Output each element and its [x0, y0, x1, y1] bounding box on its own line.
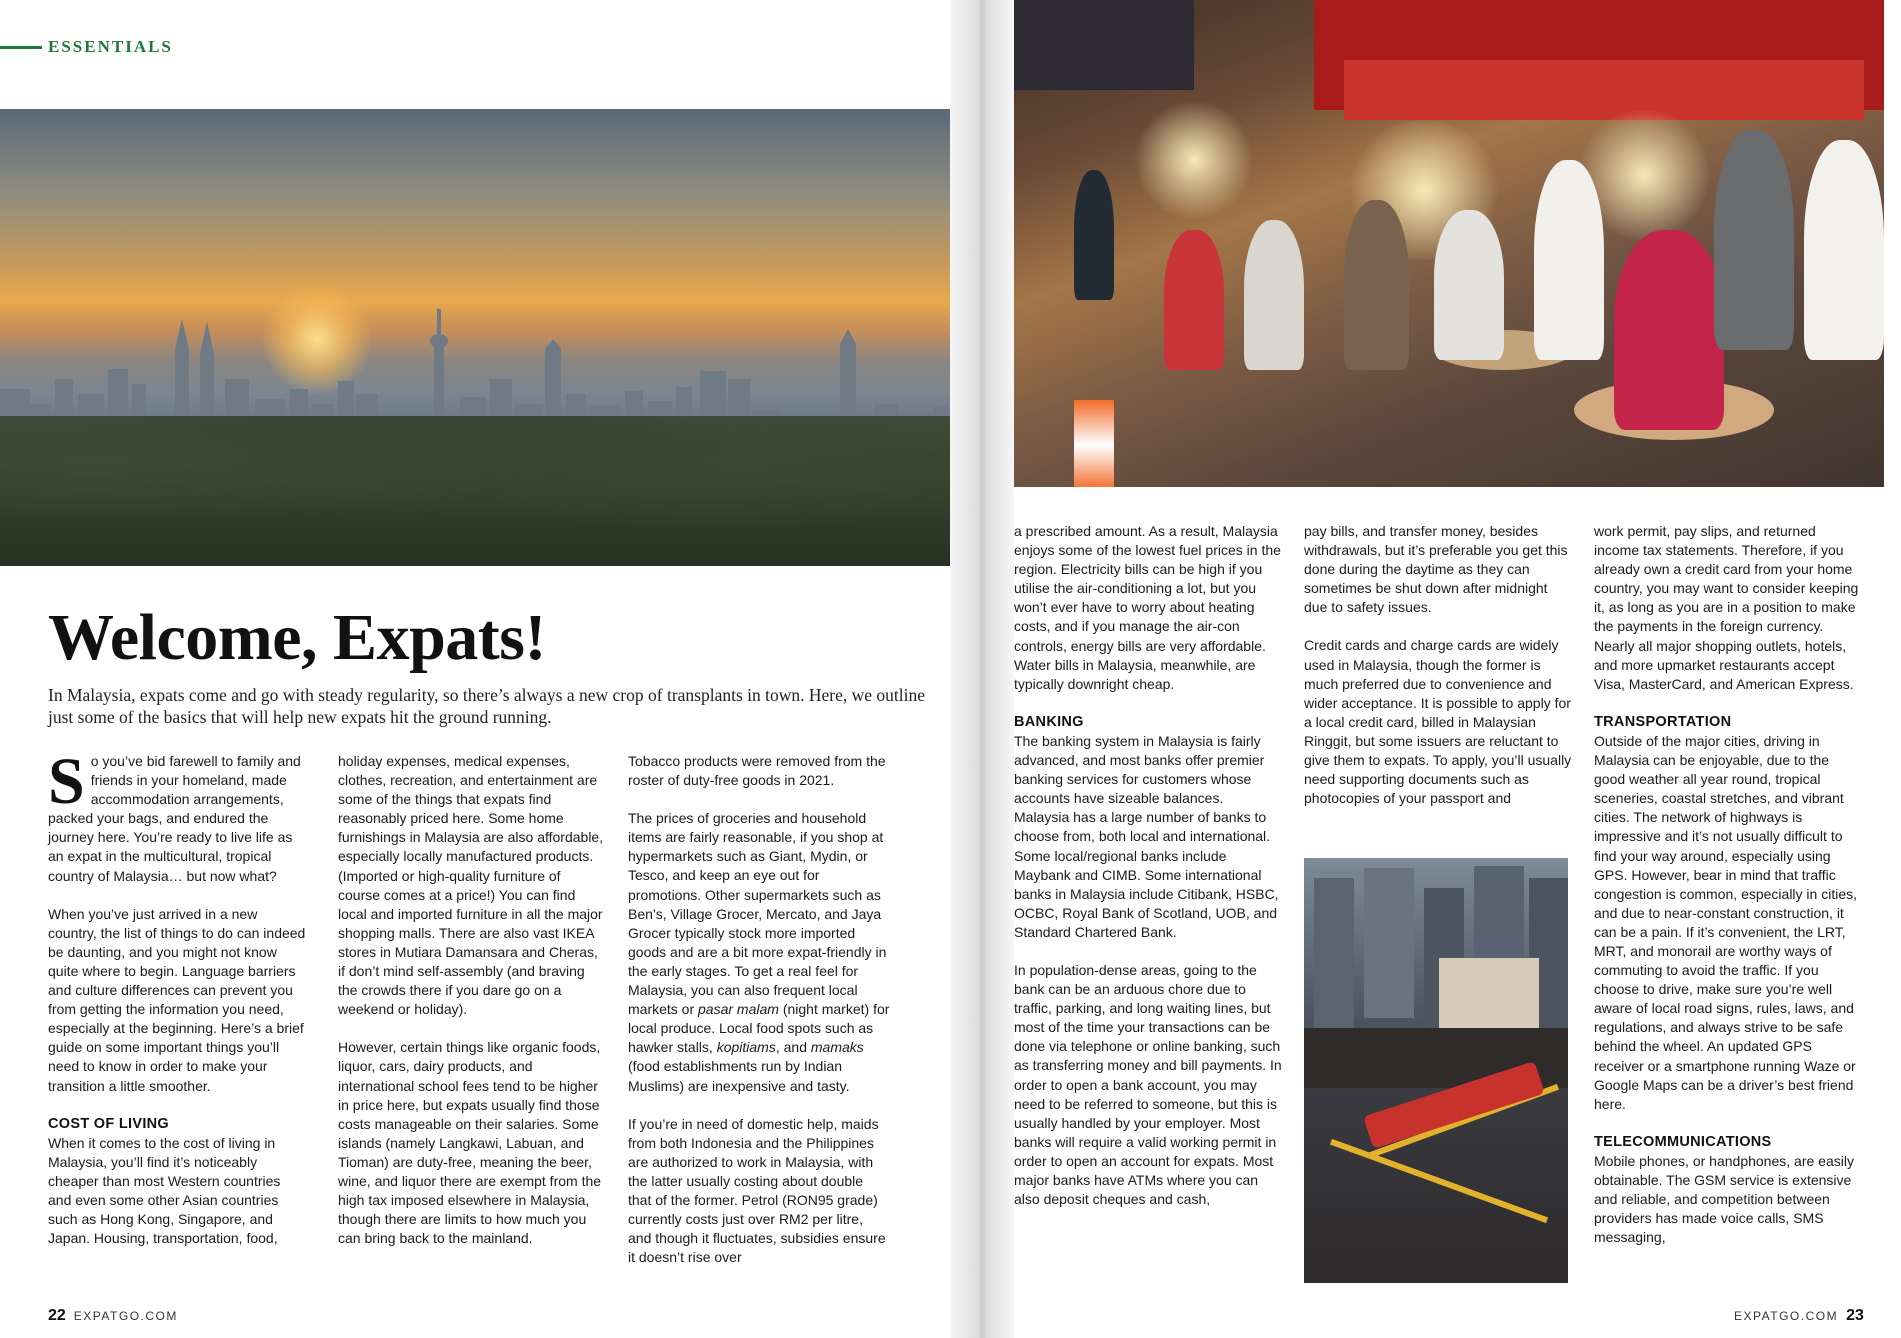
- pedestrian: [1074, 170, 1114, 300]
- paragraph: a prescribed amount. As a result, Malaysia enjoys some of the lowest fuel prices in the region. Electricity bills can be high if you utilise the air-conditioning a lot, but you won’t ever have to worry about heating costs, and if you manage the air-con controls, energy bills are very affordable. Water bills in Malaysia, meanwhile, are typically downright cheap.: [1014, 523, 1281, 692]
- headline: Welcome, Expats!: [48, 601, 546, 674]
- awning: [1014, 0, 1194, 90]
- column-4: [1014, 522, 1282, 1228]
- paragraph: When you’ve just arrived in a new country, the list of things to do can indeed be daunting, and you might not know quite where to begin. Language barriers and culture differences can prevent you from getting the information you need, especially at the beginning. Here’s a brief guide on some important things you’ll need to know in order to make your transition a little smoother.: [48, 905, 306, 1094]
- standfirst: In Malaysia, expats come and go with steady regularity, so there’s always a new crop of transplants in town. Here, we outline just some of the basics that will help new expats hit the ground running.: [48, 685, 926, 727]
- stall-light: [1134, 100, 1254, 220]
- paragraph: o you’ve bid farewell to family and friends in your homeland, made accommodation arrangements, packed your bags, and endured the journey here. You’re ready to live life as an expat in the multicultural, tropical country of Malaysia… but now what?: [48, 753, 301, 884]
- paragraph: In population-dense areas, going to the bank can be an arduous chore due to traffic, parking, and long waiting lines, but most of the time your transactions can be done via telephone or online banking, such as transferring money and bill payments. In order to open a bank account, you may need to be referred to someone, but this is usually handled by your employer. Most banks will require a valid working permit in order to open an account for expats. Most major banks have ATMs where you can also deposit cheques and cash,: [1014, 961, 1282, 1208]
- column-2: [338, 752, 606, 1267]
- night-market-photo: [1014, 0, 1884, 487]
- kuala-lumpur-skyline-photo: [0, 109, 950, 566]
- paragraph: When it comes to the cost of living in Malaysia, you’ll find it’s noticeably cheaper than most Western countries and even some other Asian countries such as Hong Kong, Singapore, and Japan. Housing, transportation, food,: [48, 1134, 281, 1247]
- site-url: EXPATGO.COM: [1734, 1309, 1839, 1323]
- paragraph: If you’re in need of domestic help, maids from both Indonesia and the Philippines are authorized to work in Malaysia, with the latter usually costing about double that of the former. Petrol (RON95 grade) currently costs just over RM2 per litre, and though it fluctuates, subsidies ensure it doesn’t rise over: [628, 1115, 886, 1266]
- paragraph: holiday expenses, medical expenses, clothes, recreation, and entertainment are some of the things that expats find reasonably priced here. Some home furnishings in Malaysia are also affordable, especially locally manufactured products. (Imported or high-quality furniture of course comes at a price!) You can find local and imported furniture in all the major shopping malls. There are also vast IKEA stores in Mutiara Damansara and Cheras, if don’t mind self-assembly (and braving the crowds there if you dare go on a weekend or holiday).: [338, 753, 604, 1018]
- paragraph: pay bills, and transfer money, besides withdrawals, but it’s preferable you get this done during the daytime as they can sometimes be shut down after midnight due to safety issues.: [1304, 523, 1568, 616]
- diner: [1614, 230, 1724, 430]
- section-label: ESSENTIALS: [48, 37, 173, 56]
- folio-right: [1734, 1307, 1872, 1325]
- road-marking: [1330, 1139, 1548, 1223]
- menu-signboard: [1344, 60, 1864, 120]
- column-5: [1304, 522, 1574, 827]
- drop-cap: S: [48, 745, 85, 818]
- site-url: EXPATGO.COM: [73, 1309, 178, 1323]
- traffic-cone: [1074, 400, 1114, 487]
- diner: [1534, 160, 1604, 360]
- heading-transportation: TRANSPORTATION: [1594, 713, 1732, 730]
- paragraph: The prices of groceries and household items are fairly reasonable, if you shop at hypermarkets such as Giant, Mydin, or Tesco, and keep an eye out for promotions. Other supermarkets such as Ben’s, Village Grocer, Mercato, and Jaya Grocer typically stock more imported goods and are a bit more expat-friendly in the early stages. To get a real feel for Malaysia, you can also frequent local markets or pasar malam (night market) for local produce. Local food spots such as hawker stalls, kopitiams, and mamaks (food establishments run by Indian Muslims) are inexpensive and tasty.: [628, 810, 890, 1094]
- diner: [1344, 200, 1409, 370]
- pedestrian: [1804, 140, 1884, 360]
- page-number: 23: [1846, 1307, 1864, 1324]
- page-number: 22: [48, 1307, 66, 1324]
- diner: [1434, 210, 1504, 360]
- folio-left: [48, 1307, 178, 1325]
- paragraph: Mobile phones, or handphones, are easily obtainable. The GSM service is extensive and reliable, and competition between providers has made voice calls, SMS messaging,: [1594, 1152, 1854, 1246]
- tree-canopy: [0, 416, 950, 566]
- paragraph: However, certain things like organic foods, liquor, cars, dairy products, and international school fees tend to be higher in price here, but expats usually find those costs manageable on their salaries. Some islands (namely Langkawi, Labuan, and Tioman) are duty-free, meaning the beer, wine, and liquor there are exempt from the high tax imposed elsewhere in Malaysia, though there are limits to how much you can bring back to the mainland.: [338, 1039, 602, 1247]
- heading-banking: BANKING: [1014, 713, 1084, 730]
- building: [1314, 878, 1354, 1038]
- paragraph: work permit, pay slips, and returned income tax statements. Therefore, if you already own a credit card from your home country, you may want to consider keeping it, as long as you are in a position to make the payments in the foreign currency. Nearly all major shopping outlets, hotels, and more upmarket restaurants accept Visa, MasterCard, and American Express.: [1594, 523, 1859, 692]
- bukit-bintang-street-photo: [1304, 858, 1568, 1283]
- paragraph: The banking system in Malaysia is fairly advanced, and most banks offer premier banking services for customers whose accounts have sizeable balances. Malaysia has a large number of banks to choose from, both local and international. Some local/regional banks include Maybank and CIMB. Some international banks in Malaysia include Citibank, HSBC, OCBC, Royal Bank of Scotland, UOB, and Standard Chartered Bank.: [1014, 732, 1279, 940]
- diner: [1244, 220, 1304, 370]
- spine-gutter: [950, 0, 1014, 1338]
- column-3: [628, 752, 890, 1286]
- heading-telecommunications: TELECOMMUNICATIONS: [1594, 1133, 1772, 1150]
- column-6: [1594, 522, 1864, 1266]
- pedestrian: [1714, 130, 1794, 350]
- building: [1364, 868, 1414, 1018]
- billboard: [1439, 958, 1539, 1028]
- paragraph: Credit cards and charge cards are widely used in Malaysia, though the former is much preferred due to convenience and wider acceptance. It is possible to apply for a local credit card, billed in Malaysian Ringgit, but some issuers are reluctant to give them to expats. To apply, you’ll usually need supporting documents such as photocopies of your passport and: [1304, 637, 1572, 807]
- paragraph: Outside of the major cities, driving in Malaysia can be enjoyable, due to the good weather all year round, tropical sceneries, coastal stretches, and vibrant cities. The network of highways is impressive and it’s not usually difficult to find your way around, especially using GPS. However, bear in mind that traffic congestion is common, especially in cities, and due to near-constant construction, it can be a pain. If it’s convenient, the LRT, MRT, and monorail are worthy ways of commuting to avoid the traffic. If you choose to drive, make sure you’re well aware of local road signs, rules, laws, and regulations, and always strive to be safe behind the wheel. An updated GPS receiver or a smartphone running Waze or Google Maps can be a driver’s best friend here.: [1594, 732, 1858, 1112]
- left-page: [0, 0, 950, 1338]
- diner: [1164, 230, 1224, 370]
- section-rule: [0, 46, 42, 49]
- column-1: [48, 745, 306, 1267]
- paragraph: Tobacco products were removed from the roster of duty-free goods in 2021.: [628, 753, 886, 789]
- heading-cost-of-living: COST OF LIVING: [48, 1115, 170, 1132]
